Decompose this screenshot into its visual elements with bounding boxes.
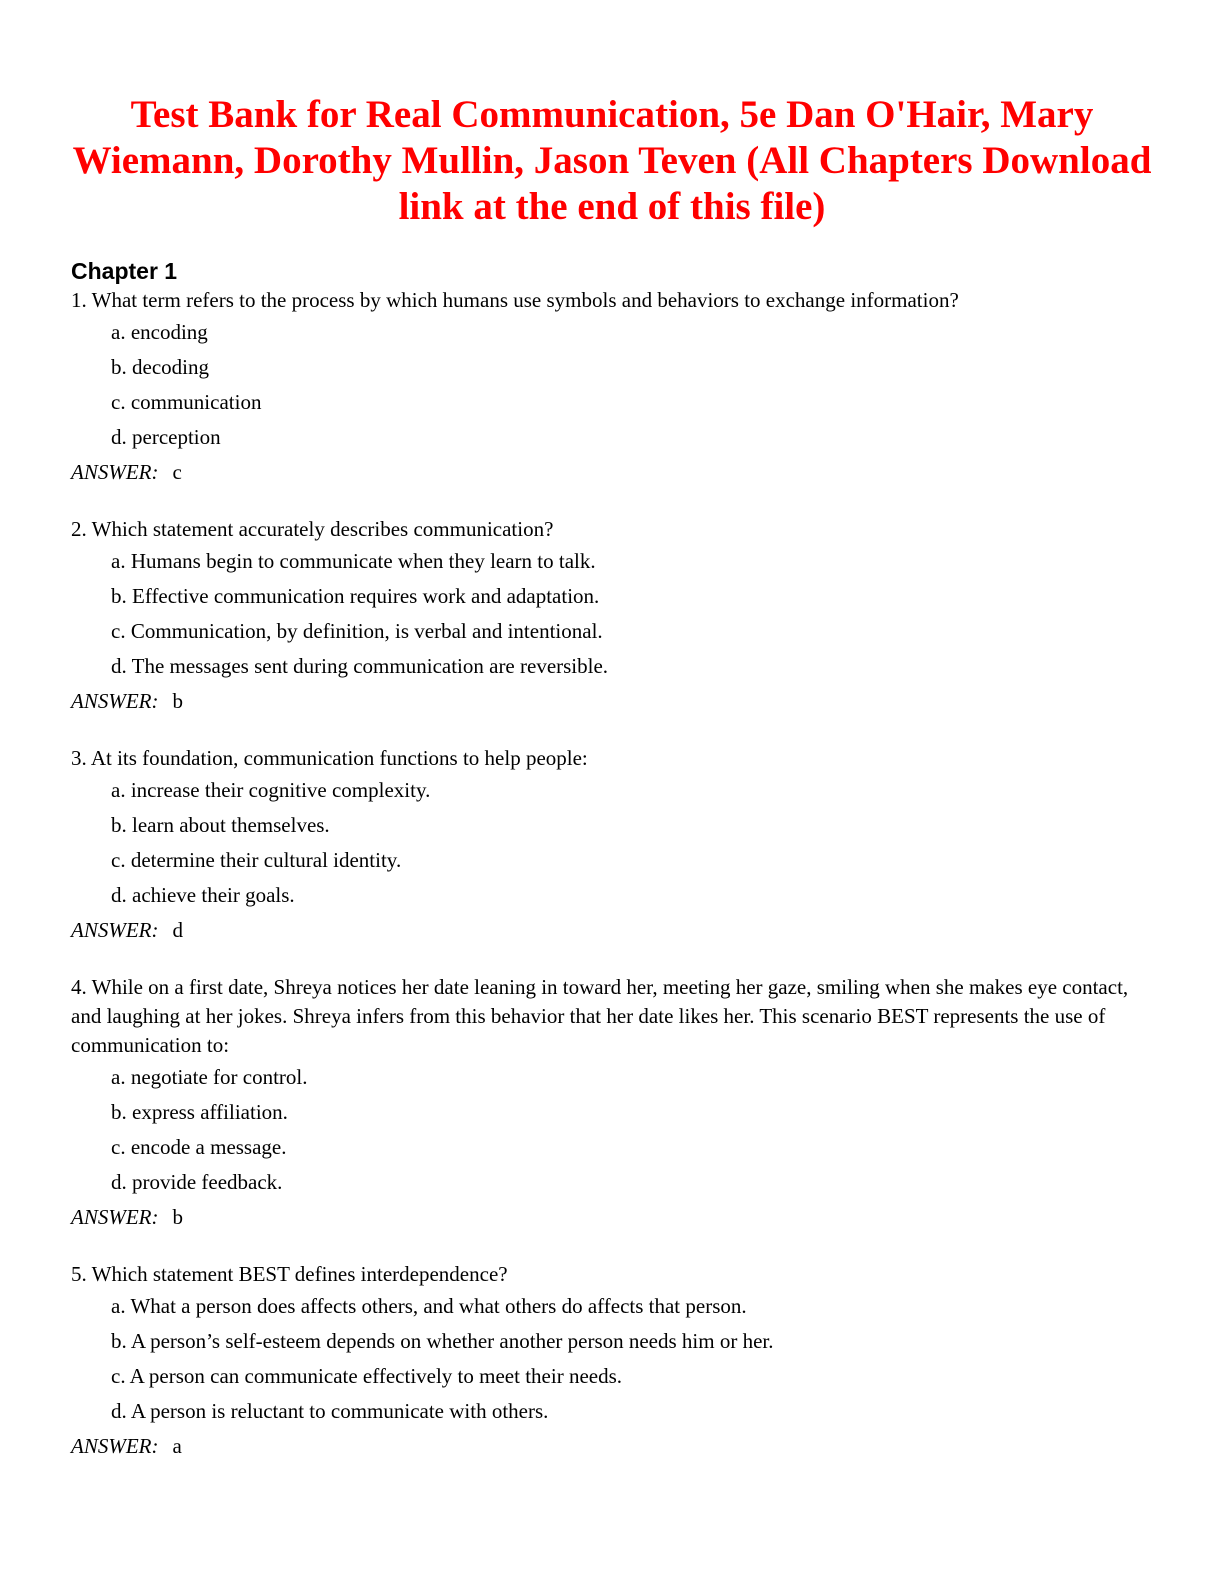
- answer-option: d. achieve their goals.: [111, 883, 295, 907]
- question-stem: 3. At its foundation, communication functions to help people:: [71, 746, 588, 770]
- answer-option: b. decoding: [111, 355, 209, 379]
- answer-label: ANSWER:: [71, 460, 159, 484]
- answer-line: [71, 1429, 1161, 1464]
- answer-value: c: [172, 460, 182, 484]
- question-5: [71, 1260, 1161, 1464]
- answer-label: ANSWER:: [71, 1205, 159, 1229]
- answer-option: c. Communication, by definition, is verbal and intentional.: [111, 619, 603, 643]
- answer-option: d. perception: [111, 425, 221, 449]
- answer-line: [71, 1200, 1161, 1235]
- answer-option: d. A person is reluctant to communicate with others.: [111, 1399, 549, 1423]
- question-1: [71, 286, 1161, 490]
- answer-label: ANSWER:: [71, 689, 159, 713]
- answer-label: ANSWER:: [71, 918, 159, 942]
- answer-value: a: [172, 1434, 182, 1458]
- answer-option: d. provide feedback.: [111, 1170, 283, 1194]
- answer-option: a. What a person does affects others, and what others do affects that person.: [111, 1294, 747, 1318]
- answer-option: d. The messages sent during communication are reversible.: [111, 654, 609, 678]
- answer-option: c. A person can communicate effectively to meet their needs.: [111, 1364, 623, 1388]
- answer-option: c. communication: [111, 390, 262, 414]
- question-2: [71, 515, 1161, 719]
- answer-label: ANSWER:: [71, 1434, 159, 1458]
- question-stem: 5. Which statement BEST defines interdependence?: [71, 1262, 508, 1286]
- answer-value: b: [172, 1205, 183, 1229]
- question-stem: 4. While on a first date, Shreya notices her date leaning in toward her, meeting her gaze, smiling when she makes eye contact, and laughing at her jokes. Shreya infers from this behavior that her date likes her. This scenario BEST represents the use of communication to:: [71, 975, 1129, 1057]
- answer-option: c. determine their cultural identity.: [111, 848, 402, 872]
- question-3: [71, 744, 1161, 948]
- answer-value: d: [172, 918, 183, 942]
- answer-option: b. express affiliation.: [111, 1100, 288, 1124]
- answer-option: a. negotiate for control.: [111, 1065, 308, 1089]
- answer-option: b. learn about themselves.: [111, 813, 330, 837]
- answer-value: b: [172, 689, 183, 713]
- question-stem: 1. What term refers to the process by which humans use symbols and behaviors to exchange information?: [71, 288, 959, 312]
- question-4: [71, 973, 1161, 1235]
- chapter-heading: Chapter 1: [71, 258, 178, 284]
- answer-line: [71, 455, 1161, 490]
- answer-option: b. Effective communication requires work and adaptation.: [111, 584, 600, 608]
- answer-line: [71, 913, 1161, 948]
- answer-option: c. encode a message.: [111, 1135, 287, 1159]
- answer-line: [71, 684, 1161, 719]
- answer-option: a. increase their cognitive complexity.: [111, 778, 431, 802]
- answer-option: b. A person’s self-esteem depends on whether another person needs him or her.: [111, 1329, 774, 1353]
- answer-option: a. Humans begin to communicate when they learn to talk.: [111, 549, 596, 573]
- document-title: Test Bank for Real Communication, 5e Dan O'Hair, Mary Wiemann, Dorothy Mullin, Jason Teven (All Chapters Download link at the end of this file): [72, 93, 1152, 228]
- question-stem: 2. Which statement accurately describes communication?: [71, 517, 554, 541]
- answer-option: a. encoding: [111, 320, 208, 344]
